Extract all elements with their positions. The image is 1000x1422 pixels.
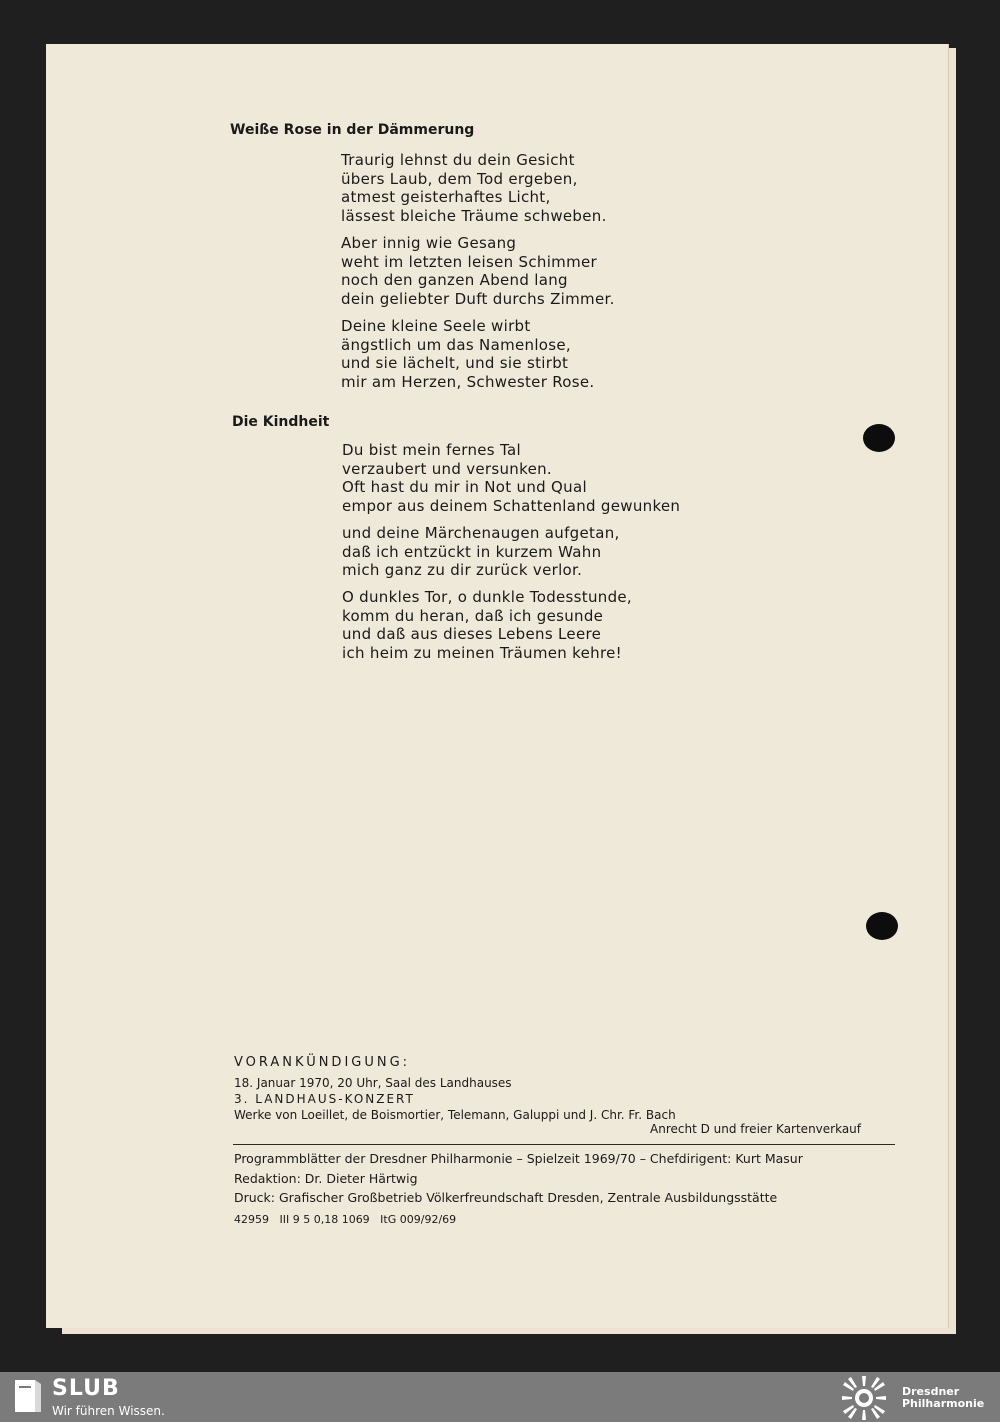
announcement-heading: VORANKÜNDIGUNG: bbox=[234, 1055, 411, 1070]
imprint-line-1: Programmblätter der Dresdner Philharmonie – Spielzeit 1969/70 – Chefdirigent: Kurt Masur bbox=[234, 1151, 803, 1166]
announcement-date: 18. Januar 1970, 20 Uhr, Saal des Landhauses bbox=[234, 1076, 512, 1090]
poem1-stanza-2 bbox=[341, 234, 615, 308]
poem1-stanza-1 bbox=[341, 151, 607, 225]
poem2-stanza-1 bbox=[342, 441, 680, 515]
poem-line: weht im letzten leisen Schimmer bbox=[341, 252, 597, 271]
poem-line: Traurig lehnst du dein Gesicht bbox=[341, 151, 575, 169]
partner-name-line-2: Philharmonie bbox=[902, 1397, 985, 1410]
poem-line: ängstlich um das Namenlose, bbox=[341, 335, 571, 354]
partner-name-line-1: Dresdner bbox=[902, 1385, 960, 1398]
poem-line: und daß aus dieses Lebens Leere bbox=[342, 625, 602, 643]
poem-line: lässest bleiche Träume schweben. bbox=[341, 206, 607, 225]
announcement-tickets: Anrecht D und freier Kartenverkauf bbox=[650, 1122, 862, 1136]
announcement-works: Werke von Loeillet, de Boismortier, Telemann, Galuppi und J. Chr. Fr. Bach bbox=[234, 1108, 676, 1122]
announcement-concert: 3. LANDHAUS-KONZERT bbox=[234, 1092, 415, 1106]
poem-line: empor aus deinem Schattenland gewunken bbox=[342, 496, 681, 515]
poem-line: komm du heran, daß ich gesunde bbox=[342, 606, 604, 625]
poem-line: ich heim zu meinen Träumen kehre! bbox=[342, 643, 622, 662]
poem-line: und sie lächelt, und sie stirbt bbox=[341, 354, 569, 372]
poem-line: mir am Herzen, Schwester Rose. bbox=[341, 372, 595, 391]
poem-line: dein geliebter Duft durchs Zimmer. bbox=[341, 289, 615, 308]
divider-rule bbox=[233, 1144, 895, 1145]
imprint-line-4: 42959 III 9 5 0,18 1069 ItG 009/92/69 bbox=[234, 1213, 457, 1226]
punch-hole-top bbox=[863, 424, 895, 452]
slub-name: SLUB bbox=[52, 1376, 120, 1401]
partner-name bbox=[902, 1386, 984, 1410]
slub-logo-icon bbox=[14, 1378, 42, 1414]
slub-tagline: Wir führen Wissen. bbox=[52, 1404, 165, 1418]
imprint-line-2: Redaktion: Dr. Dieter Härtwig bbox=[234, 1171, 418, 1186]
poem-line: Deine kleine Seele wirbt bbox=[341, 317, 531, 335]
poem-line: atmest geisterhaftes Licht, bbox=[341, 188, 551, 206]
poem-line: verzaubert und versunken. bbox=[342, 459, 552, 478]
poem-line: daß ich entzückt in kurzem Wahn bbox=[342, 542, 602, 561]
poem-line: noch den ganzen Abend lang bbox=[341, 271, 568, 289]
poem2-stanza-3 bbox=[342, 588, 632, 662]
poem-line: Oft hast du mir in Not und Qual bbox=[342, 478, 587, 496]
punch-hole-bottom bbox=[866, 912, 898, 940]
dresdner-philharmonie-logo-icon bbox=[840, 1374, 888, 1422]
poem-line: mich ganz zu dir zurück verlor. bbox=[342, 561, 583, 579]
poem2-stanza-2 bbox=[342, 524, 620, 580]
poem-line: Du bist mein fernes Tal bbox=[342, 441, 521, 459]
poem1-title: Weiße Rose in der Dämmerung bbox=[230, 122, 475, 138]
poem2-title: Die Kindheit bbox=[232, 414, 330, 430]
imprint-line-3: Druck: Grafischer Großbetrieb Völkerfreundschaft Dresden, Zentrale Ausbildungsstätte bbox=[234, 1190, 778, 1205]
poem1-stanza-3 bbox=[341, 317, 594, 391]
poem-line: und deine Märchenaugen aufgetan, bbox=[342, 524, 620, 542]
poem-line: übers Laub, dem Tod ergeben, bbox=[341, 169, 578, 188]
poem-line: O dunkles Tor, o dunkle Todesstunde, bbox=[342, 588, 632, 606]
poem-line: Aber innig wie Gesang bbox=[341, 234, 517, 252]
